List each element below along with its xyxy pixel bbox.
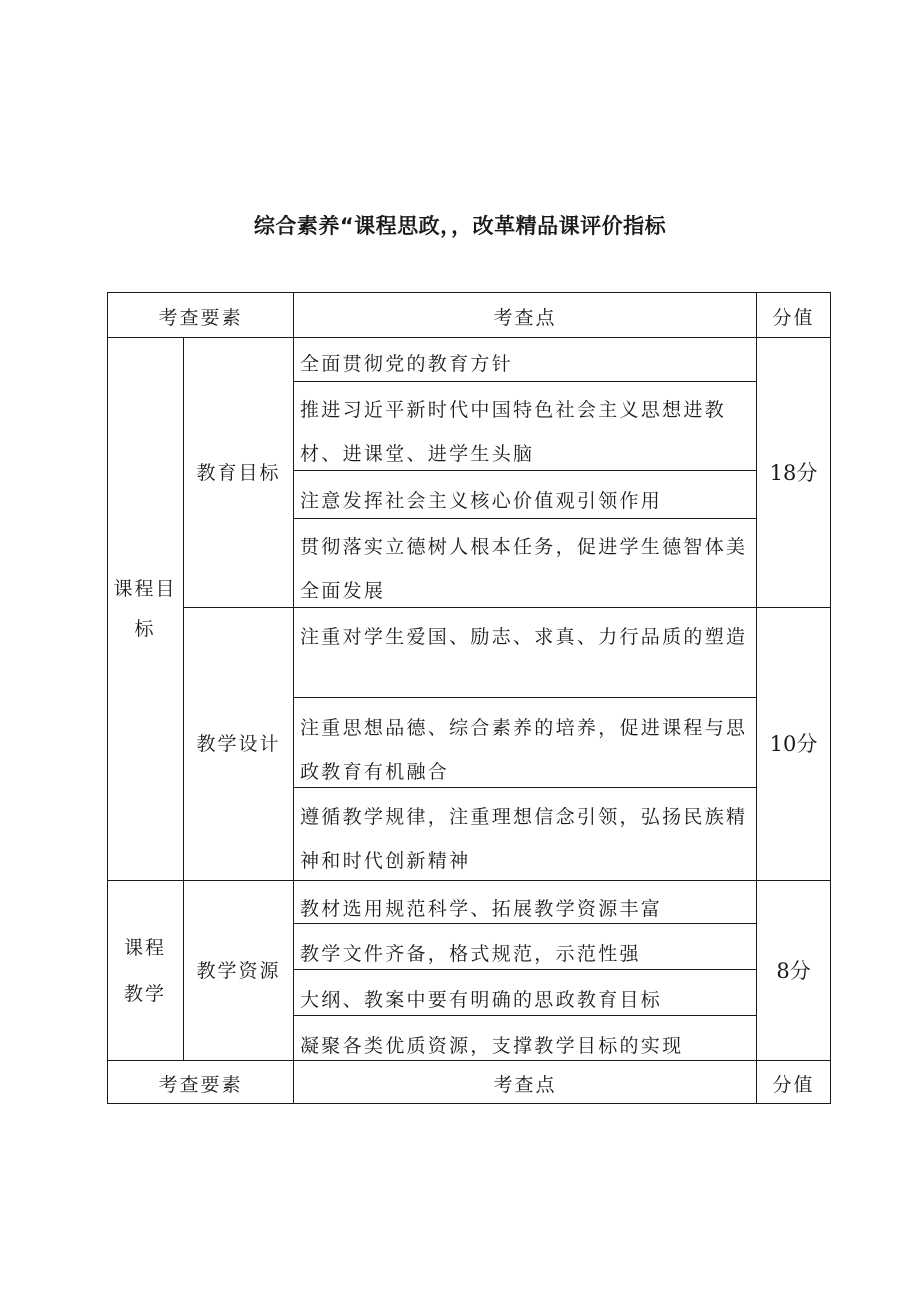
footer-score: 分值 (772, 1074, 815, 1096)
divider-col-points (293, 292, 294, 1104)
footer-point: 考查点 (493, 1074, 557, 1096)
table-border-top (107, 292, 831, 293)
group-label: 课程教学 (123, 936, 166, 1005)
header-score: 分值 (772, 307, 815, 329)
point-text: 注重对学生爱国、励志、求真、力行品质的塑造 (300, 626, 748, 648)
point-text: 推进习近平新时代中国特色社会主义思想进教材、进课堂、进学生头脑 (300, 399, 727, 465)
point-text: 教材选用规范科学、拓展教学资源丰富 (300, 898, 663, 920)
sub-label: 教学资源 (196, 959, 281, 982)
header-point: 考查点 (493, 307, 557, 329)
row-separator (293, 697, 756, 698)
score-value: 8分 (776, 958, 811, 983)
score-value: 18分 (769, 460, 818, 485)
point-text: 全面贯彻党的教育方针 (300, 353, 514, 375)
sub-label: 教育目标 (196, 461, 281, 484)
point-text: 教学文件齐备，格式规范，示范性强 (300, 943, 641, 965)
group-label: 课程目标 (113, 578, 177, 640)
evaluation-table (107, 292, 831, 1104)
point-text: 注意发挥社会主义核心价值观引领作用 (300, 490, 663, 512)
point-text: 注重思想品德、综合素养的培养，促进课程与思政教育有机融合 (300, 717, 748, 783)
point-text: 贯彻落实立德树人根本任务，促进学生德智体美全面发展 (300, 536, 748, 602)
page-title: 综合素养“课程思政，，改革精品课评价指标 (253, 214, 667, 238)
point-text: 凝聚各类优质资源，支撑教学目标的实现 (300, 1035, 684, 1057)
score-value: 10分 (769, 732, 818, 756)
table-border-right (830, 292, 831, 1104)
footer-element: 考查要素 (158, 1074, 243, 1096)
point-text: 大纲、教案中要有明确的思政教育目标 (300, 989, 663, 1011)
sub-label: 教学设计 (196, 733, 281, 755)
point-text: 遵循教学规律，注重理想信念引领，弘扬民族精神和时代创新精神 (300, 806, 748, 872)
header-element: 考查要素 (158, 307, 243, 329)
